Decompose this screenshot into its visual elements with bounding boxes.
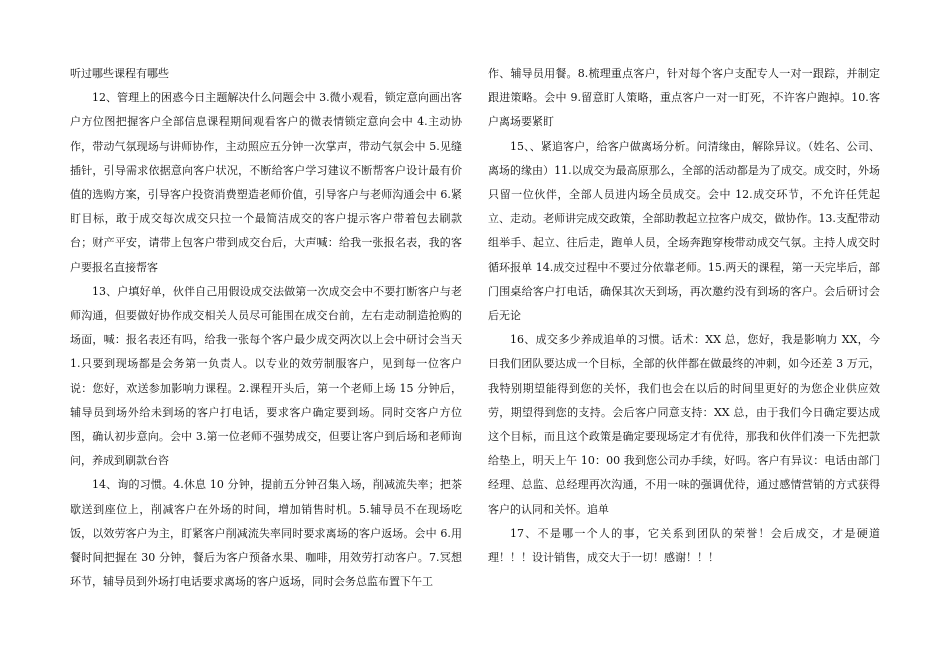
left-text-column — [70, 62, 462, 594]
right-paragraph-3: 17、不是哪一个人的事，它关系到团队的荣誉！会后成交，才是硬道理！！！设计销售，成交大于一切！感谢！！！ — [488, 526, 880, 565]
left-paragraph-2: 13、户填好单，伙伴自己用假设成交法做第一次成交会中不要打断客户与老师沟通，但要做好协作成交相关人员尽可能围在成交台前，左右走动制造抢购的场面，喊：报名表还有吗，给我一张每个客户最少成交两次以上会中研讨会当天 1.只要到现场都是会务第一负责人。以专业的效劳制服客户，见到每一位客户说：您好，欢送参加影响力课程。2.课程开头后，第一个老师上场 15 分钟后，辅导员到场外给未到场的客户打电话，要求客户确定要到场。同时交客户方位图，确认初步意向。会中 3.第一位老师不强势成交，但要让客户到后场和老师询问，养成到刷款台咨 — [70, 284, 462, 468]
left-paragraph-0: 听过哪些课程有哪些 — [70, 67, 169, 80]
left-paragraph-1: 12、管理上的困惑今日主题解决什么问题会中 3.微小观看，锁定意向画出客户方位图把握客户全部信息课程期间观看客户的微表情锁定意向会中 4.主动协作，带动气氛现场与讲师协作，主动照应五分钟一次掌声，带动气氛会中 5.见缝插针，引导需求依据意向客户状况，不断给客户学习建议不断帮客户设计最有价值的选购方案，引导客户投资消费塑造老师价值，引导客户与老师沟通会中 6.紧盯目标，敢于成交每次成交只拉一个最简洁成交的客户提示客户带着包去刷款台；财产平安，请带上包客户带到成交台后，大声喊：给我一张报名表，我的客户要报名直接帮客 — [70, 91, 462, 274]
right-paragraph-1: 15、、紧追客户，给客户做离场分析。问清缘由，解除异议。（姓名、公司、离场的缘由）11.以成交为最高原那么，全部的活动都是为了成交。成交时，外场只留一位伙伴，全部人员进内场全员成交。会中 12.成交环节，不允许任凭起立、走动。老师讲完成交政策，全部助教起立拉客户成交，做协作。13.支配带动组举手、起立、往后走，跑单人员，全场奔跑穿梭带动成交气氛。主持人成交时循环报单 14.成交过程中不要过分依靠老师。15.两天的课程，第一天完毕后，部门围桌给客户打电话，确保其次天到场，再次邀约没有到场的客户。会后研讨会后无论 — [488, 139, 880, 323]
left-paragraph-3: 14、询的习惯。4.休息 10 分钟，提前五分钟召集入场，削减流失率；把茶歇送到座位上，削减客户在外场的时间，增加销售时机。5.辅导员不在现场吃饭，以效劳客户为主，盯紧客户削减流失率同时要求离场的客户返场。会中 6.用餐时间把握在 30 分钟，餐后为客户预备水果、咖啡，用效劳打动客户。7.冥想环节，辅导员到外场打电话要求离场的客户返场，同时会务总监布置下午工 — [70, 478, 462, 589]
right-paragraph-2: 16、成交多少养成追单的习惯。话术：XX 总，您好，我是影响力 XX，今日我们团队要达成一个目标，全部的伙伴都在做最终的冲刺，如今还差 3 万元，我特别期望能得到您的关怀，我们也会在以后的时间里更好的为您企业供应效劳，期望得到您的支持。会后客户同意支持：XX 总，由于我们今日确定要达成这个目标，而且这个政策是确定要现场定才有优待，那我和伙伴们凑一下先把款给垫上，明天上午 10：00 我到您公司办手续，好吗。客户有异议：电话由部门经理、总监、总经理再次沟通，不用一味的强调优待，通过感情营销的方式获得客户的认同和关怀。追单 — [488, 333, 880, 516]
right-text-column — [488, 62, 880, 570]
right-paragraph-0: 作、辅导员用餐。8.梳理重点客户，针对每个客户支配专人一对一跟踪，并制定跟进策略。会中 9.留意盯人策略，重点客户一对一盯死，不许客户跑掉。10.客户离场要紧盯 — [488, 67, 880, 129]
